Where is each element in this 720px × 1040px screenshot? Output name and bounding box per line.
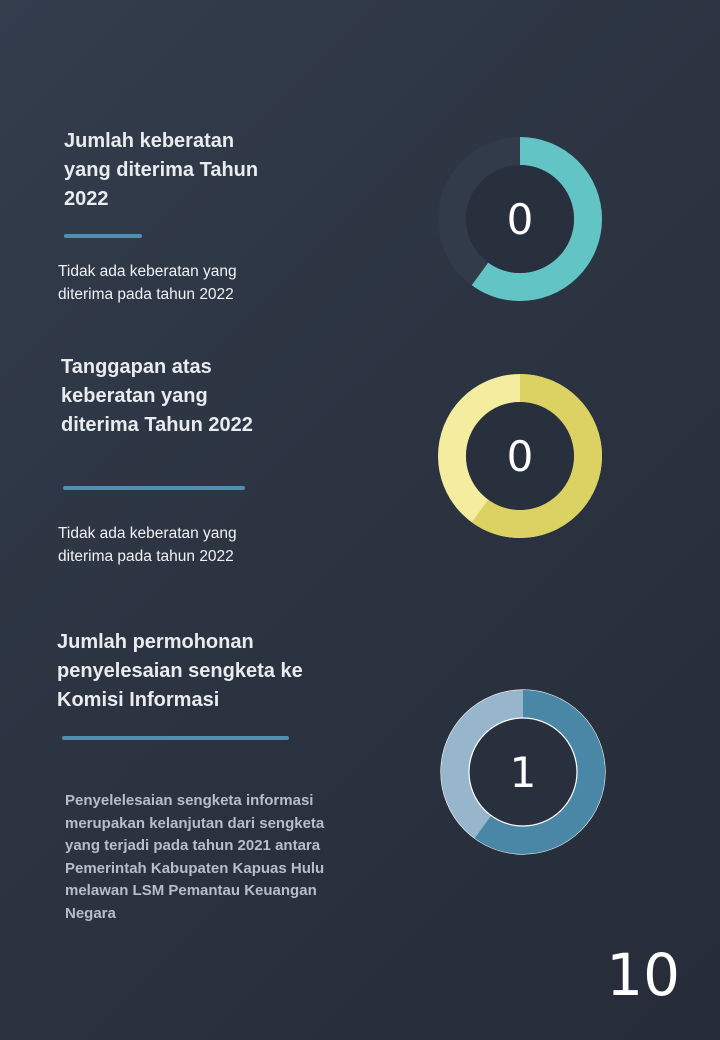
section-3-donut-chart	[438, 687, 608, 857]
section-2-donut-chart	[435, 371, 605, 541]
section-1-description: Tidak ada keberatan yang diterima pada tahun 2022	[58, 263, 237, 303]
section-1-title: Jumlah keberatan yang diterima Tahun 2022	[64, 130, 259, 210]
section-2-divider	[63, 486, 245, 490]
section-2-title: Tanggapan atas keberatan yang diterima Tahun 2022	[61, 356, 253, 436]
section-3-divider	[62, 736, 289, 740]
page-number: 10	[606, 941, 680, 1009]
section-3-description: Penyelelesaian sengketa informasi merupakan kelanjutan dari sengketa yang terjadi pada tahun 2021 antara Pemerintah Kabupaten Kapuas Hulu melawan LSM Pemantau Keuangan Negara	[65, 792, 325, 922]
section-1-divider	[64, 234, 142, 238]
section-3-title: Jumlah permohonan penyelesaian sengketa ke Komisi Informasi	[57, 631, 303, 711]
section-1-donut-chart	[435, 134, 605, 304]
section-1-donut-value: 0	[506, 194, 534, 244]
section-2-description: Tidak ada keberatan yang diterima pada tahun 2022	[58, 525, 237, 565]
section-2-donut-value: 0	[506, 431, 534, 481]
section-3-donut-value: 1	[509, 747, 537, 797]
